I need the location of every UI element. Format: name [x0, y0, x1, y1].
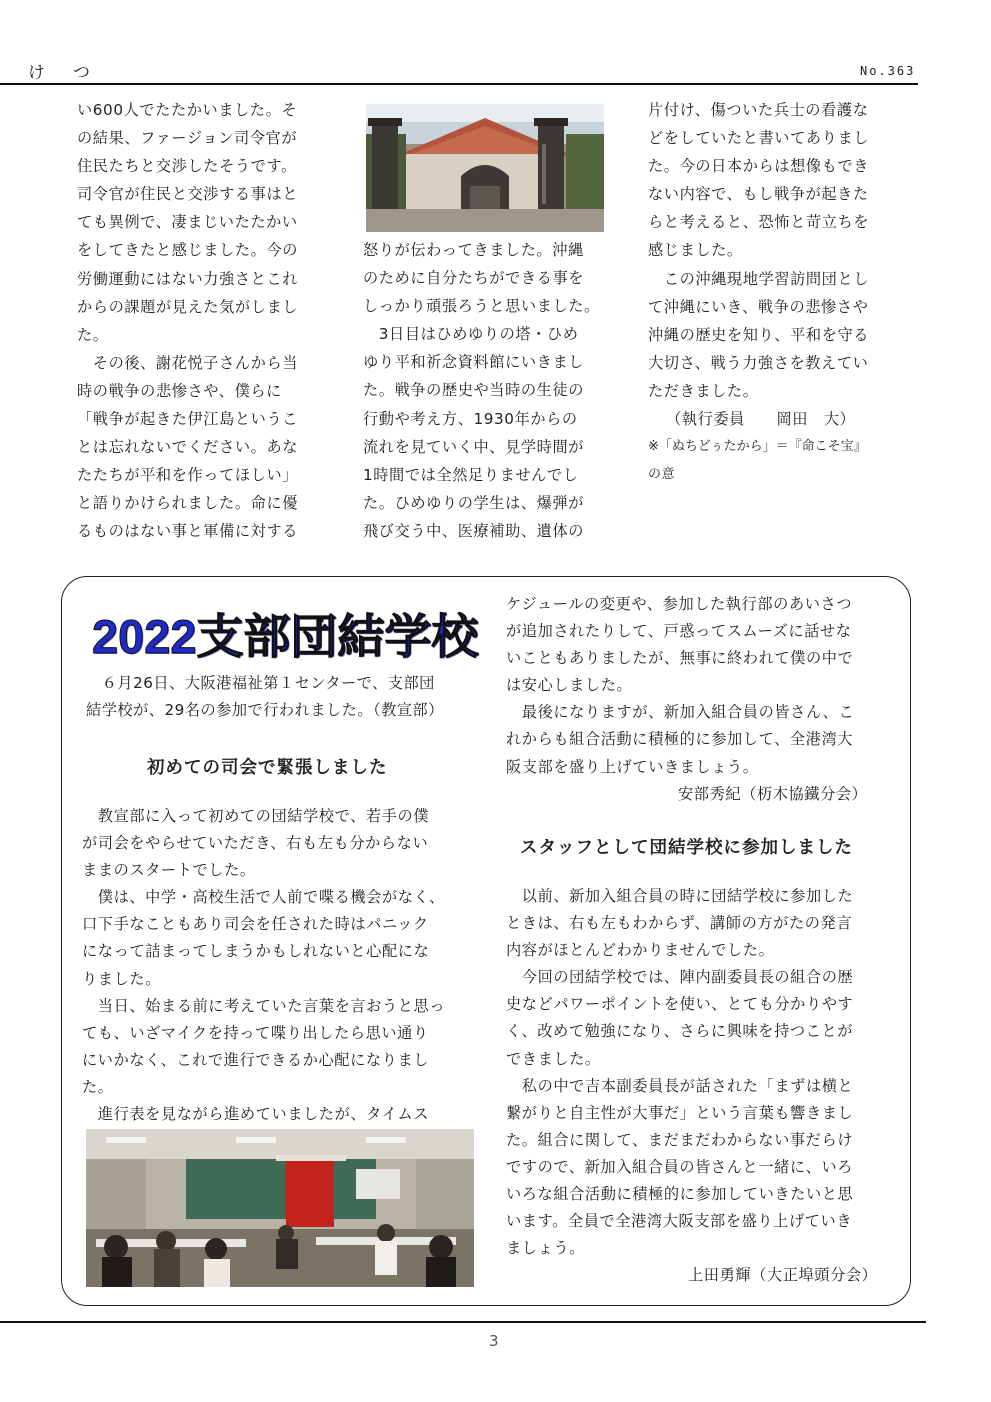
footer-rule — [0, 1321, 926, 1323]
text-line: るものはない事と軍備に対する — [77, 522, 299, 541]
text-line: 阪支部を盛り上げていきましょう。 — [506, 757, 759, 776]
text-line: れからも組合活動に積極的に参加して、全港湾大 — [506, 730, 854, 749]
text-line: 司令官が住民と交渉する事はと — [77, 185, 299, 204]
text-line: 怒りが伝わってきました。沖縄 — [363, 241, 584, 259]
text-line: 教宣部に入って初めての団結学校で、若手の僕 — [82, 807, 430, 825]
text-line: が追加されたりして、戸惑ってスムーズに話せな — [506, 622, 852, 641]
newsletter-title: けつ — [28, 63, 118, 83]
text-line: 史などパワーポイントを使い、とても分かりやす — [506, 995, 854, 1014]
article-column-2 — [363, 236, 625, 545]
text-line: 今回の団結学校では、陣内副委員長の組合の歴 — [506, 968, 854, 987]
text-line: できました。 — [506, 1049, 601, 1068]
text-line: ても異例で、凄まじいたたかい — [77, 213, 298, 232]
text-line: ゆり平和祈念資料館にいきまし — [363, 353, 585, 372]
text-line: 行動や考え方、1930年からの — [363, 409, 578, 428]
text-line: と語りかけられました。命に優 — [77, 494, 299, 513]
school-body-2 — [506, 883, 877, 1289]
footnote-cont: の意 — [648, 467, 676, 483]
text-line: た。 — [77, 325, 109, 344]
text-line: ですので、新加入組合員の皆さんと一緒に、いろ — [506, 1157, 854, 1176]
text-line: た。ひめゆりの学生は、爆弾が — [363, 493, 585, 512]
text-line: ない内容で、もし戦争が起きた — [648, 185, 869, 204]
article-column-3 — [648, 96, 910, 489]
author-signature: （執行委員 岡田 大） — [666, 410, 856, 429]
text-line: の結果、ファージョン司令官が — [77, 129, 298, 148]
text-line: た。戦争の歴史や当時の生徒の — [363, 381, 585, 400]
text-line: たたちが平和を作ってほしい」 — [77, 466, 299, 485]
text-line: をしてきたと感じました。今の — [77, 241, 299, 260]
text-line: いこともありましたが、無事に終われて僕の中で — [506, 649, 854, 668]
text-line: 「戦争が起きた伊江島というこ — [77, 410, 299, 429]
school-intro — [86, 670, 444, 724]
text-line: からの課題が見えた気がしまし — [77, 297, 299, 316]
text-line: にいかなく、これで進行できるか心配になりまし — [82, 1050, 430, 1069]
school-body-1 — [82, 803, 445, 1128]
text-line: 結学校が、29名の参加で行われました。（教宣部） — [86, 701, 444, 719]
author-signature: 安部秀紀（杤木協鐵分会） — [678, 784, 868, 803]
author-signature: 上田勇輝（大正埠頭分会） — [688, 1266, 878, 1285]
classroom-illustration — [86, 1129, 474, 1287]
text-line: ケジュールの変更や、参加した執行部のあいさつ — [506, 595, 853, 613]
text-line: りました。 — [82, 969, 161, 988]
text-line: 流れを見ていく中、見学時間が — [363, 437, 585, 456]
text-line: 僕は、中学・高校生活で人前で喋る機会がなく、 — [82, 888, 445, 907]
text-line: は安心しました。 — [506, 676, 633, 695]
page-number: 3 — [489, 1332, 499, 1350]
text-line: この沖縄現地学習訪問団とし — [648, 269, 870, 288]
text-line: く、改めて勉強になり、さらに興味を持つことが — [506, 1022, 854, 1041]
text-line: ときは、右も左もわからず、講師の方がたの発言 — [506, 914, 853, 933]
text-line: 進行表を見ながら進めていましたが、タイムス — [82, 1105, 430, 1124]
classroom-photo — [86, 1129, 474, 1287]
section-heading-2: スタッフとして団結学校に参加しました — [520, 838, 853, 858]
text-line: 飛び交う中、医療補助、遺体の — [363, 521, 585, 540]
text-line: になって詰まってしまうかもしれないと心配にな — [82, 942, 430, 961]
text-line: とは忘れないでください。あな — [77, 438, 299, 457]
text-line: い600人でたたかいました。そ — [77, 101, 298, 119]
text-line: 沖縄の歴史を知り、平和を守る — [648, 325, 870, 344]
text-line: ても、いざマイクを持って喋り出したら思い通り — [82, 1023, 429, 1042]
text-line: 住民たちと交渉したそうです。 — [77, 157, 297, 176]
text-line: が司会をやらせていただき、右も左も分からない — [82, 834, 429, 853]
text-line: た。今の日本からは想像もでき — [648, 157, 870, 176]
museum-gate-illustration — [366, 104, 604, 232]
text-line: 以前、新加入組合員の時に団結学校に参加した — [506, 887, 854, 905]
text-line: 時の戦争の悲惨さや、僕らに — [77, 381, 282, 400]
text-line: 片付け、傷ついた兵士の看護な — [648, 101, 869, 119]
text-line: その後、謝花悦子さんから当 — [77, 353, 299, 372]
text-line: た。組合に関して、まだまだわからない事だらけ — [506, 1130, 854, 1149]
text-line: 私の中で吉本副委員長が話された「まずは横と — [506, 1076, 854, 1095]
text-line: ６月26日、大阪港福祉第１センターで、支部団 — [86, 674, 435, 692]
museum-gate-photo — [366, 104, 604, 232]
school-body-1-continued — [506, 591, 867, 808]
text-line: しっかり頑張ろうと思いました。 — [363, 297, 600, 316]
text-line: 1時間では全然足りませんでし — [363, 465, 579, 484]
text-line: て沖縄にいき、戦争の悲惨さや — [648, 297, 869, 316]
text-line: どをしていたと書いてありまし — [648, 129, 870, 148]
article-column-1 — [77, 96, 339, 546]
text-line: 口下手なこともあり司会を任された時はパニック — [82, 915, 429, 934]
text-line: のために自分たちができる事を — [363, 269, 585, 288]
text-line: 最後になりますが、新加入組合員の皆さん、こ — [506, 703, 855, 722]
footnote: ※「ぬちどぅたから」＝『命こそ宝』 — [648, 439, 867, 455]
issue-number: No.363 — [860, 64, 916, 78]
text-line: 内容がほとんどわかりませんでした。 — [506, 941, 775, 960]
text-line: らと考えると、恐怖と苛立ちを — [648, 213, 870, 232]
text-line: 感じました。 — [648, 241, 743, 260]
school-banner-title: 2022支部団結学校 — [92, 610, 479, 663]
text-line: 3日目はひめゆりの塔・ひめ — [363, 325, 579, 344]
text-line: ままのスタートでした。 — [82, 861, 256, 880]
text-line: 当日、始まる前に考えていた言葉を言おうと思っ — [82, 996, 446, 1015]
text-line: 繋がりと自主性が大事だ」という言葉も響きまし — [506, 1103, 854, 1122]
header-rule — [0, 83, 918, 85]
text-line: います。全員で全港湾大阪支部を盛り上げていき — [506, 1212, 853, 1231]
text-line: 大切さ、戦う力強さを教えてい — [648, 353, 869, 372]
text-line: ただきました。 — [648, 381, 759, 400]
text-line: ましょう。 — [506, 1239, 585, 1258]
text-line: た。 — [82, 1077, 114, 1096]
text-line: 労働運動にはない力強さとこれ — [77, 269, 299, 288]
text-line: いろな組合活動に積極的に参加していきたいと思 — [506, 1185, 854, 1204]
section-heading-1: 初めての司会で緊張しました — [147, 758, 388, 778]
